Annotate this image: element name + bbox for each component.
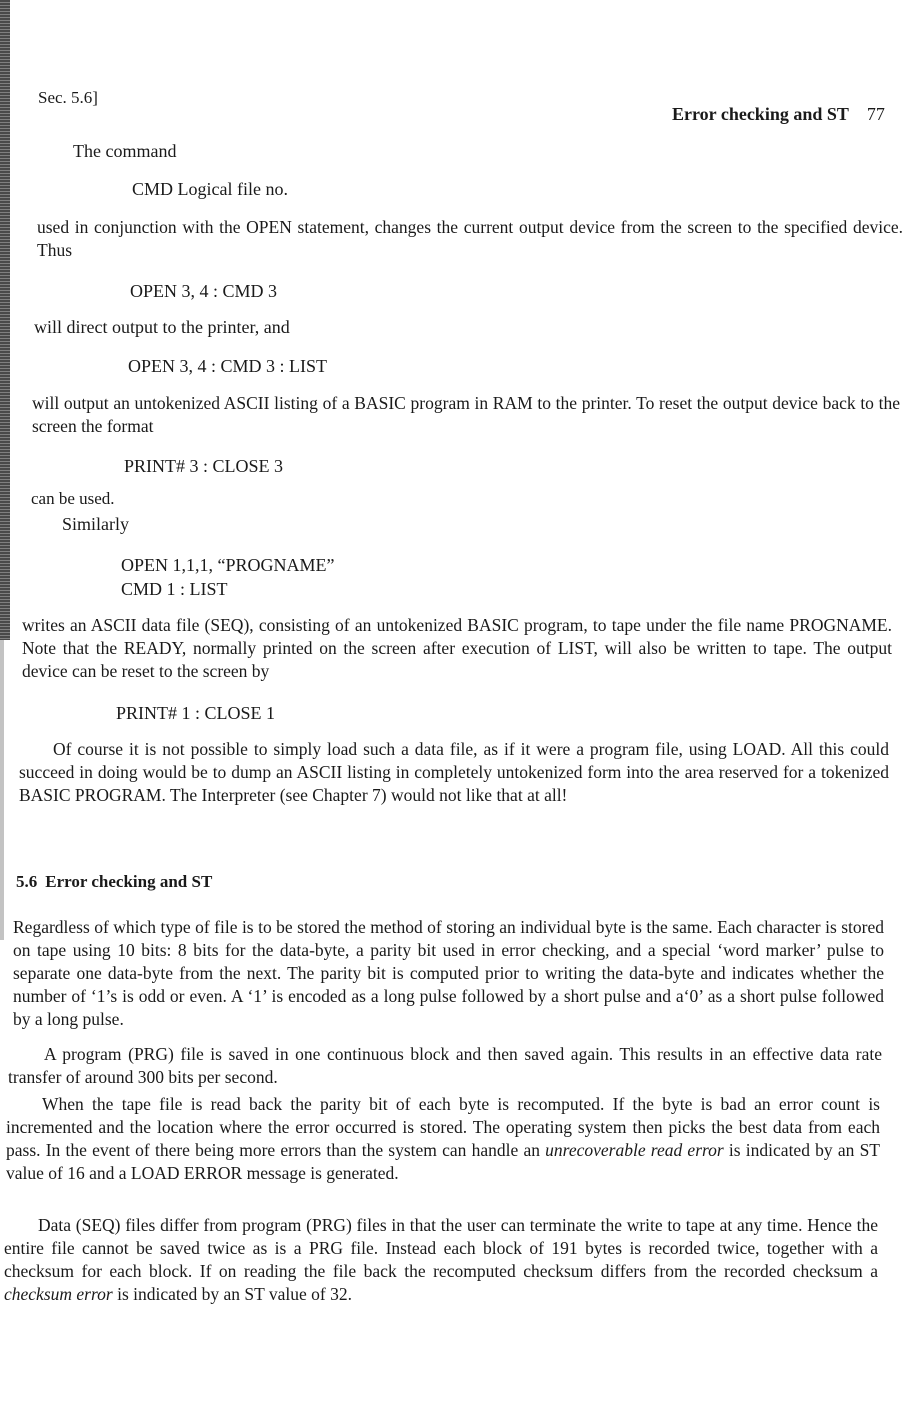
- binding-shadow: [0, 0, 10, 640]
- paragraph-when-text-1: When the tape file is read back the parity bit of each byte is recomputed. If the byte is bad an error count is incremented and the location where the error occurred is stored. The operating system then picks the best data from each pass. In the event of there being more errors than the system can handle an: [6, 1094, 880, 1160]
- paragraph-printer: will direct output to the printer, and: [34, 317, 290, 337]
- code-open-cmd: OPEN 3, 4 : CMD 3: [130, 281, 278, 301]
- paragraph-data-text-2: is indicated by an ST value of 32.: [112, 1284, 352, 1304]
- code-open-progname: OPEN 1,1,1, “PROGNAME”: [121, 555, 335, 575]
- code-print-close-1: PRINT# 1 : CLOSE 1: [116, 703, 276, 723]
- cmd-syntax: CMD Logical file no.: [132, 179, 288, 199]
- code-cmd-list: CMD 1 : LIST: [121, 579, 228, 599]
- running-title: Error checking and ST: [672, 104, 849, 124]
- paragraph-of-course: Of course it is not possible to simply load such a data file, as if it were a program file, using LOAD. All this could succeed in doing would be to dump an ASCII listing in completely untokenized form into the area reserved for a tokenized BASIC PROGRAM. The Interpreter (see Chapter 7) would not like that at all!: [19, 739, 889, 805]
- paragraph-can-be-used: can be used.: [31, 489, 115, 508]
- running-header: [672, 104, 885, 125]
- intro-line: The command: [73, 141, 177, 161]
- section-number: 5.6: [16, 872, 38, 891]
- section-reference: Sec. 5.6]: [38, 88, 98, 107]
- paragraph-program: A program (PRG) file is saved in one continuous block and then saved again. This results in an effective data rate transfer of around 300 bits per second.: [8, 1044, 882, 1087]
- paragraph-data-text-1: Data (SEQ) files differ from program (PRG) files in that the user can terminate the write to tape at any time. Hence the entire file cannot be saved twice as is a PRG file. Instead each block of 191 bytes is recorded twice, together with a checksum for each block. If on reading the file back the recomputed checksum differs from the recorded checksum a: [4, 1215, 878, 1281]
- paragraph-data-emphasis: checksum error: [4, 1284, 113, 1304]
- paragraph-regardless: Regardless of which type of file is to be stored the method of storing an individual byte is the same. Each character is stored on tape using 10 bits: 8 bits for the data-byte, a parity bit used in error checking, and a special ‘word marker’ pulse to separate one data-byte from the next. The parity bit is computed prior to writing the data-byte and indicates whether the number of ‘1’s is odd or even. A ‘1’ is encoded as a long pulse followed by a short pulse and a‘0’ as a short pulse followed by a long pulse.: [13, 917, 884, 1029]
- paragraph-data: [4, 1214, 878, 1306]
- paragraph-cmd: used in conjunction with the OPEN statement, changes the current output device from the screen to the specified device. Thus: [37, 217, 903, 260]
- paragraph-when: [6, 1093, 880, 1185]
- paragraph-listing: will output an untokenized ASCII listing of a BASIC program in RAM to the printer. To reset the output device back to the screen the format: [32, 393, 900, 436]
- section-heading: [16, 872, 212, 892]
- paragraph-similarly: Similarly: [62, 514, 129, 534]
- code-print-close-3: PRINT# 3 : CLOSE 3: [124, 456, 284, 476]
- paragraph-writes: writes an ASCII data file (SEQ), consisting of an untokenized BASIC program, to tape under the file name PROGNAME. Note that the READY, normally printed on the screen after execution of LIST, will also be written to tape. The output device can be reset to the screen by: [22, 615, 892, 681]
- paragraph-when-text-2: is indicated by an ST value of 16 and a LOAD ERROR message is generated.: [6, 1140, 880, 1183]
- section-title: Error checking and ST: [45, 872, 213, 891]
- binding-shadow-lower: [0, 640, 4, 940]
- code-open-list: OPEN 3, 4 : CMD 3 : LIST: [128, 356, 328, 376]
- paragraph-when-emphasis: unrecoverable read error: [545, 1140, 724, 1160]
- page-number: 77: [866, 104, 885, 124]
